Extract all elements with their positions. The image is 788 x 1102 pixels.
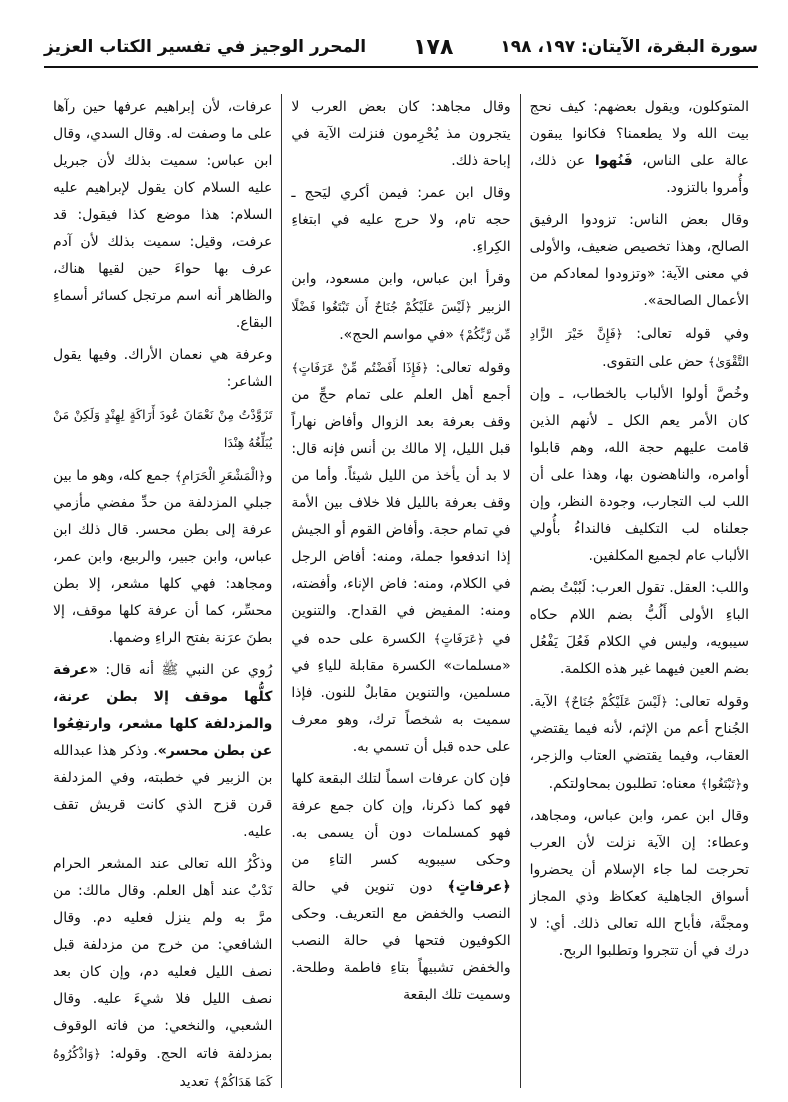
page-header xyxy=(44,30,758,64)
text-segment: المتوكلون، ويقول بعضهم: كيف نحج بيت الله ولا يطعمنا؟ فكانوا يبقون عالة على الناس، xyxy=(529,99,750,169)
paragraph xyxy=(530,575,749,683)
paragraph xyxy=(530,320,749,376)
text-segment: دون تنوين في حالة النصب والخفض مع التعريف. وحكى الكوفيون فتحها في حالة النصب والخفض تشبيهاً بتاءِ فاطمة وطلحة. وسميت تلك البقعة xyxy=(291,879,511,1003)
paragraph xyxy=(53,94,272,337)
quran-verse: ﴿الْمَشْعَرِ الْحَرَامِ﴾ xyxy=(174,468,266,483)
text-segment: جمع كله، وهو ما بين جبلي المزدلفة من حدِّ مفضي مأزمي عرفة إلى بطن محسر. قال ذلك ابن عباس، وابن جبير، والربيع، وابن عمر، ومجاهد: فهي كلها مشعر، إلا بطن محسِّر، كما أن عرفة كلها موقف، إلا بطنَ عرَنة بفتح الراءِ وضمها. xyxy=(53,468,273,646)
text-segment: معناه: تطلبون بمحاولتكم. xyxy=(548,776,701,792)
quran-verse: ﴿فَإِنَّ خَيْرَ الزَّادِ التَّقْوَىٰ﴾ xyxy=(529,326,749,369)
text-columns xyxy=(44,94,758,1088)
text-segment: وقال بعض الناس: تزودوا الرفيق الصالح، وهذا تخصيص ضعيف، والأولى في معنى الآية: «وتزودوا لمعادكم من الأعمال الصالحة». xyxy=(529,212,749,309)
text-segment: وقال ابن عمر، وابن عباس، ومجاهد، وعطاء: إن الآية نزلت لأن العرب تحرجت لما جاء الإسلام أن يحضروا أسواق الجاهلية كعكاظ وذي المجاز ومجنَّة، فأباح الله تعالى ذلك. أي: لا درك في أن تتجروا وتطلبوا الربح. xyxy=(529,808,749,959)
paragraph xyxy=(53,401,272,457)
surah-reference: سورة البقرة، الآيتان: ١٩٧، ١٩٨ xyxy=(500,37,758,57)
text-segment: رُوي عن النبي ﷺ أنه قال: xyxy=(98,662,273,678)
paragraph xyxy=(53,462,272,652)
text-segment: أجمع أهل العلم على تمام حجِّ من وقف بعرفة بعد الزوال وأفاض نهاراً قبل الليل، إلا مالك بن أنس فإنه قال: لا بد أن يأخذ من الليل شيئاً. وأما من وقف بعرفة بالليل فلا خلاف بين الأمة في تمام حجة. وأفاض القوم أو الجيش إذا اندفعوا جملة، ومنه: أفاض الرجل في الكلام، ومنه: فاض الإناء، وأفضته، ومنه: المفيض في القداح. والتنوين في xyxy=(291,387,511,647)
header-divider xyxy=(44,66,758,68)
paragraph xyxy=(53,851,272,1088)
quran-verse: تَزَوَّدْتُ مِنْ نَعْمَانَ عُودَ أَرَاكَةٍ xyxy=(129,407,273,422)
paragraph xyxy=(530,688,749,798)
column-middle xyxy=(282,94,520,1088)
text-segment: وقال مجاهد: كان بعض العرب لا يتجرون مذ يُحْرِمون فنزلت الآية في إباحة ذلك. xyxy=(291,99,511,169)
text-segment: وذكْرُ الله تعالى عند المشعر الحرام نَدْبٌ عند أهل العلم. وقال مالك: من مرَّ به ولم ينزل فعليه دم. وقال الشافعي: من خرج من مزدلفة قبل نصف الليل فعليه دم، وإن كان بعد نصف الليل فلا شيءَ عليه. وقال الشعبي، والنخعي: من فاته الوقوف بمزدلفة فاته الحج. وقوله: xyxy=(53,856,273,1062)
emphasis-text: «عرفة كلُّها موقف إلا بطن عرنة، والمزدلفة كلها مشعر، وارتفِعُوا عن بطن محسر» xyxy=(53,662,273,759)
paragraph xyxy=(291,94,510,175)
paragraph xyxy=(291,266,510,349)
column-left xyxy=(44,94,282,1088)
text-segment: الكسرة على حده في «مسلمات» الكسرة مقابلة للياءِ في مسلمين، والتنوين مقابلٌ للنون. فإذا سميت به شخصاً ترك، وهو معرف على حده قبل أن تسمي به. xyxy=(291,631,511,755)
paragraph xyxy=(530,803,749,965)
quran-verse: ﴿عَرَفَاتٍ﴾ xyxy=(433,631,485,646)
book-title: المحرر الوجيز في تفسير الكتاب العزيز xyxy=(44,37,367,57)
quran-verse: ﴿لَيْسَ عَلَيْكُمْ جُنَاحٌ أَن تَبْتَغُوا فَضْلًا مِّن رَّبِّكُمْ﴾ xyxy=(291,299,511,342)
text-segment: وعرفة هي نعمان الأراك. وفيها يقول الشاعر: xyxy=(53,347,273,390)
quran-verse: لِهِنْدٍ وَلَكِنْ مَنْ يُبَلِّغُهُ هِنْدَا xyxy=(53,407,273,450)
emphasis-text: فَنُهوا xyxy=(594,153,633,169)
paragraph xyxy=(291,180,510,261)
text-segment: وقوله تعالى: xyxy=(428,360,511,376)
text-segment: وفي قوله تعالى: xyxy=(623,326,749,342)
paragraph xyxy=(530,94,749,202)
emphasis-text: ﴿عرفاتٍ﴾ xyxy=(447,879,511,895)
text-segment: عرفات، لأن إبراهيم عرفها حين رآها على ما وصفت له. وقال السدي، وقال ابن عباس: سميت بذلك لأن جبريل عليه السلام كان يقول لإبراهيم عليه السلام: هذا موضع كذا فيقول: قد عرفت، وقيل: سميت بذلك لأن آدم عرف بها حواءَ حين لقيها هناك، والظاهر أنه اسم مرتجل كسائر أسماءِ البقاع. xyxy=(53,99,273,331)
paragraph xyxy=(53,342,272,396)
paragraph xyxy=(53,657,272,846)
text-segment: تعديد xyxy=(179,1074,214,1088)
text-segment: وقرأ ابن عباس، وابن مسعود، وابن الزبير xyxy=(291,271,511,315)
text-segment: عن ذلك، وأُمروا بالتزود. xyxy=(529,153,749,196)
quran-verse: ﴿فَإِذَا أَفَضْتُم مِّنْ عَرَفَاتٍ﴾ xyxy=(291,360,429,375)
page-number: ١٧٨ xyxy=(413,34,454,60)
text-segment: وخُصَّ أولوا الألباب بالخطاب، ـ وإن كان الأمر يعم الكل ـ لأنهم الذين قامت عليهم حجة الله، وهم قابلوا أوامره، والناهضون بها، وهذا على أن اللب لب التجارب، وجودة النظر، وإن جعلناه لب التكليف فالنداءُ بأُولي الألباب عام لجميع المكلفين. xyxy=(529,386,749,564)
text-segment: وقوله تعالى: xyxy=(668,694,749,710)
paragraph xyxy=(291,766,510,1009)
text-segment: فإن كان عرفات اسماً لتلك البقعة كلها فهو كما ذكرنا، وإن كان جمع عرفة فهو كمسلمات دون أن يسمى به. وحكى سيبويه كسر التاءِ من xyxy=(291,771,511,868)
text-segment: حض على التقوى. xyxy=(602,354,709,370)
text-segment: و xyxy=(265,468,273,484)
text-segment: . وذكر هذا عبدالله بن الزبير في خطبته، وفي المزدلفة قرن قزح الذي كانت قريش تقف عليه. xyxy=(53,743,273,840)
text-segment: «في مواسم الحج». xyxy=(339,327,459,343)
quran-verse: ﴿تَبْتَغُوا﴾ xyxy=(700,776,743,791)
quran-verse: ﴿لَيْسَ عَلَيْكُمْ جُنَاحٌ﴾ xyxy=(563,694,668,709)
paragraph xyxy=(291,354,510,761)
text-segment: وقال ابن عمر: فيمن أكري ليَحج ـ حجه تام، ولا حرج عليه في ابتغاءِ الكِراءِ. xyxy=(291,185,511,255)
text-segment: الآية. الجُناح أعم من الإثم، لأنه فيما يقتضي العقاب، وفيما يقتضي العتاب والزجر، و xyxy=(529,694,749,792)
paragraph xyxy=(530,381,749,570)
paragraph xyxy=(530,207,749,315)
quran-verse: ﴿وَاذْكُرُوهُ كَمَا هَدَاكُمْ﴾ xyxy=(53,1046,273,1088)
text-segment: واللب: العقل. تقول العرب: لَبُبْتُ بضم الباءِ الأولى أَلُبُّ بضم اللام حكاه سيبويه، وليس في الكلام فَعُلَ يَفْعُل بضم العين فيهما غير هذه الكلمة. xyxy=(529,580,749,677)
column-right xyxy=(521,94,758,1088)
